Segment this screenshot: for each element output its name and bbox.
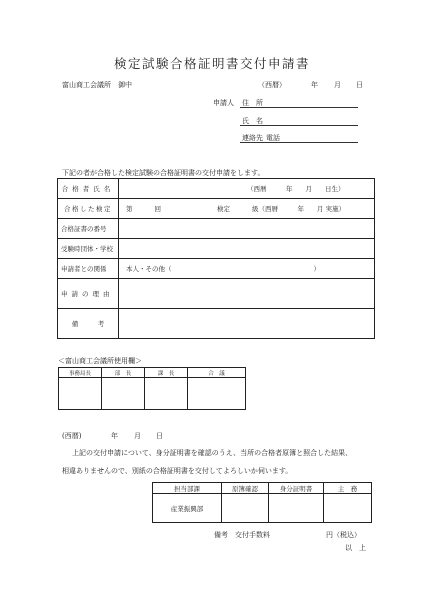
exam-dai: 第 [126,205,133,213]
birth-date-text: （西暦 年 月 日生） [247,185,345,193]
passer-name-field[interactable] [119,179,375,199]
remarks-field[interactable] [119,309,375,339]
relation-close: ） [313,265,320,273]
applicant-label: 申請人 [213,99,234,107]
office-col-header: 事務局長 [59,368,102,378]
header-year: 年 [311,81,318,89]
form-row-cert-number [58,219,375,239]
office-use-table [58,367,246,410]
fee-label: 備考 交付手数料 [214,531,270,539]
header-era-label: （西暦） [258,81,286,89]
exam-kai: 回 [154,205,161,213]
form-label: 申請者との関係 [58,259,119,279]
exam-field[interactable] [119,199,375,219]
stamp-cell[interactable] [145,378,188,410]
closing: 以 上 [345,544,366,552]
form-label: 合格した検定 [58,199,119,219]
form-row-reason [58,279,375,309]
address-label: 住 所 [242,99,263,107]
name-label: 氏 名 [242,117,263,125]
group-school-field[interactable] [119,239,375,259]
approval-table [152,482,372,523]
header-day: 日 [356,81,363,89]
exam-kyu-date: 級（西暦 年 月 実施） [252,205,346,213]
statement-line-2: 相違ありませんので、別紙の合格証明書を交付してよろしいか伺います。 [62,467,293,475]
bottom-day: 日 [156,432,163,440]
office-use-heading: ＜富山商工会議所使用欄＞ [58,357,142,365]
form-row-passer-name [58,179,375,199]
phone-label: 電話 [266,134,280,142]
approval-col-header: 原簿確認 [222,483,269,494]
application-form-table [57,178,375,339]
form-label: 合格証書の番号 [58,219,119,239]
form-row-relation [58,259,375,279]
exam-kentei: 検定 [217,205,230,213]
name-line[interactable] [240,125,358,126]
office-col-header: 合 議 [188,368,246,378]
approval-col-header: 担当部課 [153,483,222,494]
stamp-cell[interactable] [324,494,372,523]
department-cell: 産業振興部 [153,494,222,523]
reason-field[interactable] [119,279,375,309]
statement-line-1: 上記の交付申請について、身分証明書を確認のうえ、当所の合格者原簿と照合した結果、 [72,449,353,457]
approval-col-header: 身分証明書 [269,483,324,494]
approval-col-header: 主 務 [324,483,372,494]
fee-unit: 円（税込） [326,531,361,539]
document-title: 検定試験合格証明書交付申請書 [113,56,310,71]
form-row-group [58,239,375,259]
bottom-era: (西暦) [62,432,82,440]
stamp-cell[interactable] [102,378,145,410]
addressee: 富山商工会議所 御中 [62,81,132,89]
form-label: 受験時団体・学校 [58,239,119,259]
form-label: 申請の理由 [58,279,119,309]
relation-value: 本人・その他（ [126,265,172,273]
form-row-exam [58,199,375,219]
stamp-cell[interactable] [188,378,246,410]
form-label: 備 考 [58,309,119,339]
address-line[interactable] [240,107,358,108]
form-row-remarks [58,309,375,339]
bottom-month: 月 [134,432,141,440]
contact-label: 連絡先 [242,134,263,142]
form-label: 合格者氏名 [58,179,119,199]
office-col-header: 課 長 [145,368,188,378]
phone-line[interactable] [240,142,358,143]
intro-text: 下記の者が合格した検定試験の合格証明書の交付申請をします。 [62,169,265,177]
relation-field[interactable] [119,259,375,279]
stamp-cell[interactable] [222,494,269,523]
stamp-cell[interactable] [269,494,324,523]
header-month: 月 [334,81,341,89]
bottom-year: 年 [111,432,118,440]
office-col-header: 部 長 [102,368,145,378]
cert-number-field[interactable] [119,219,375,239]
stamp-cell[interactable] [59,378,102,410]
